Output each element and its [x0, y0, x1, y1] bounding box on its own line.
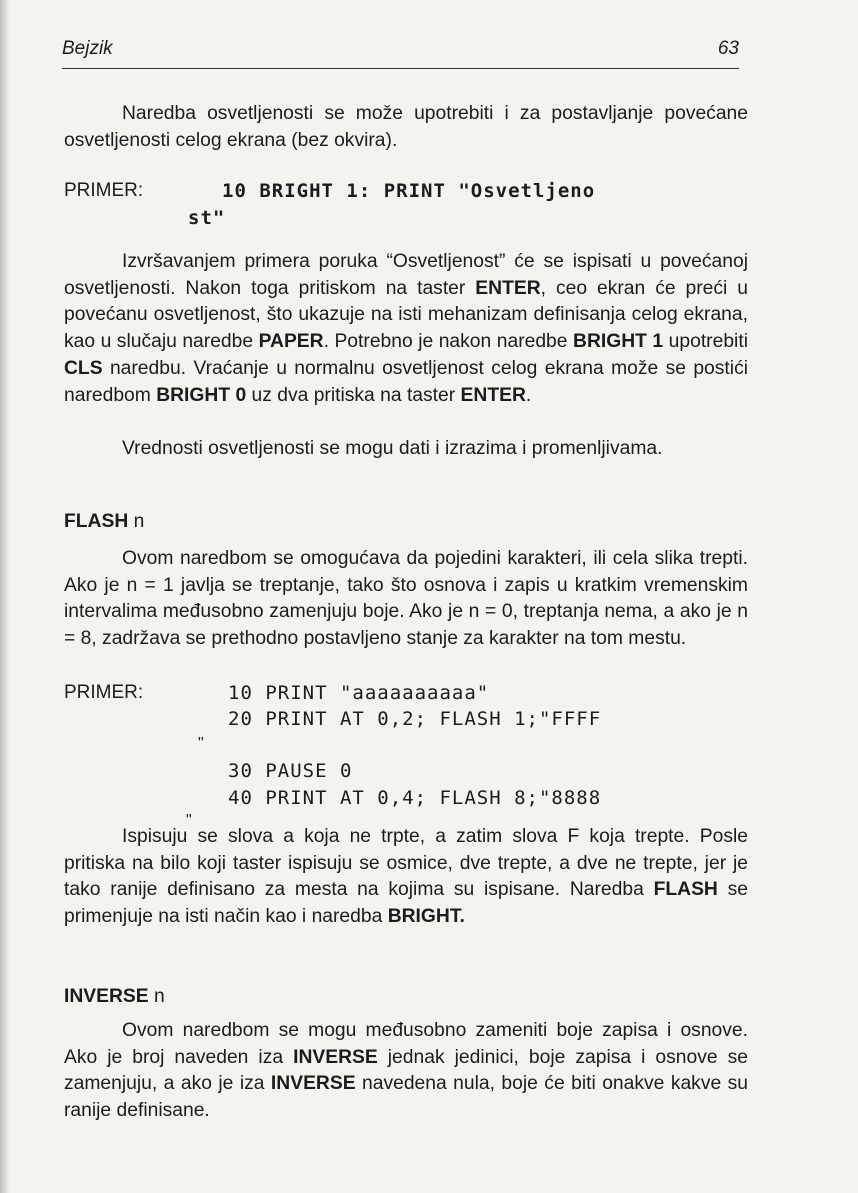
book-title: Bejzik: [62, 38, 113, 59]
inverse-paragraph: Ovom naredbom se mogu međusobno zameniti boje zapisa i osnove. Ako je broj naveden iza INVERSE jednak jedinici, boje zapisa i osnove se zamenjuju, a ako je iza INVERSE navedena nula, boje će biti onakve kakve su ranije definisane.: [64, 1020, 748, 1122]
running-header: [62, 36, 739, 69]
bright-values-paragraph: Vrednosti osvetljenosti se mogu dati i izrazima i promenljivama.: [122, 438, 663, 459]
code-line: 10 BRIGHT 1: PRINT "Osvetljeno: [222, 180, 596, 202]
flash-result-paragraph: Ispisuju se slova a koja ne trpte, a zatim slova F koja trepte. Posle pritiska na bilo koji taster ispisuju se osmice, dve trepte, a dve ne trepte, jer je tako ranije definisano za mesta na kojima su ispisane. Naredba FLASH se primenjuje na isti način kao i naredba BRIGHT.: [64, 826, 748, 928]
code-line: st": [188, 207, 226, 229]
code-line: 40 PRINT AT 0,4; FLASH 8;"8888: [228, 787, 602, 809]
flash-paragraph: Ovom naredbom se omogućava da pojedini karakteri, ili cela slika trepti. Ako je n = 1 javlja se treptanje, tako što osnova i zapis u kratkim vremenskim intervalima međusobno zamenjuju boje. Ako je n = 0, treptanja nema, a ako je n = 8, zadržava se prethodno postavljeno stanje za karakter na tom mestu.: [64, 548, 748, 650]
flash-heading: FLASH n: [64, 511, 145, 532]
stray-quote: ": [198, 735, 204, 752]
code-line: 20 PRINT AT 0,2; FLASH 1;"FFFF: [228, 708, 602, 730]
code-line: 10 PRINT "aaaaaaaaaa": [228, 682, 490, 704]
stray-quote: ": [186, 812, 192, 829]
bright-paragraph: Izvršavanjem primera poruka “Osvetljenost” će se ispisati u povećanoj osvetljenosti. Nakon toga pritiskom na taster ENTER, ceo ekran će preći u povećanu osvetljenost, što ukazuje na isti mehanizam definisanja celog ekrana, kao u slučaju naredbe PAPER. Potrebno je nakon naredbe BRIGHT 1 upotrebiti CLS naredbu. Vraćanje u normalnu osvetljenost celog ekrana može se postići naredbom BRIGHT 0 uz dva pritiska na taster ENTER.: [64, 251, 748, 406]
scan-edge: [0, 0, 10, 1193]
code-line: 30 PAUSE 0: [228, 760, 353, 782]
intro-paragraph: Naredba osvetljenosti se može upotrebiti i za postavljanje povećane osvetljenosti celog ekrana (bez okvira).: [64, 103, 748, 151]
page-number: 63: [717, 38, 739, 59]
example-label: PRIMER:: [64, 682, 144, 703]
example-label: PRIMER:: [64, 180, 144, 201]
inverse-heading: INVERSE n: [64, 986, 165, 1007]
